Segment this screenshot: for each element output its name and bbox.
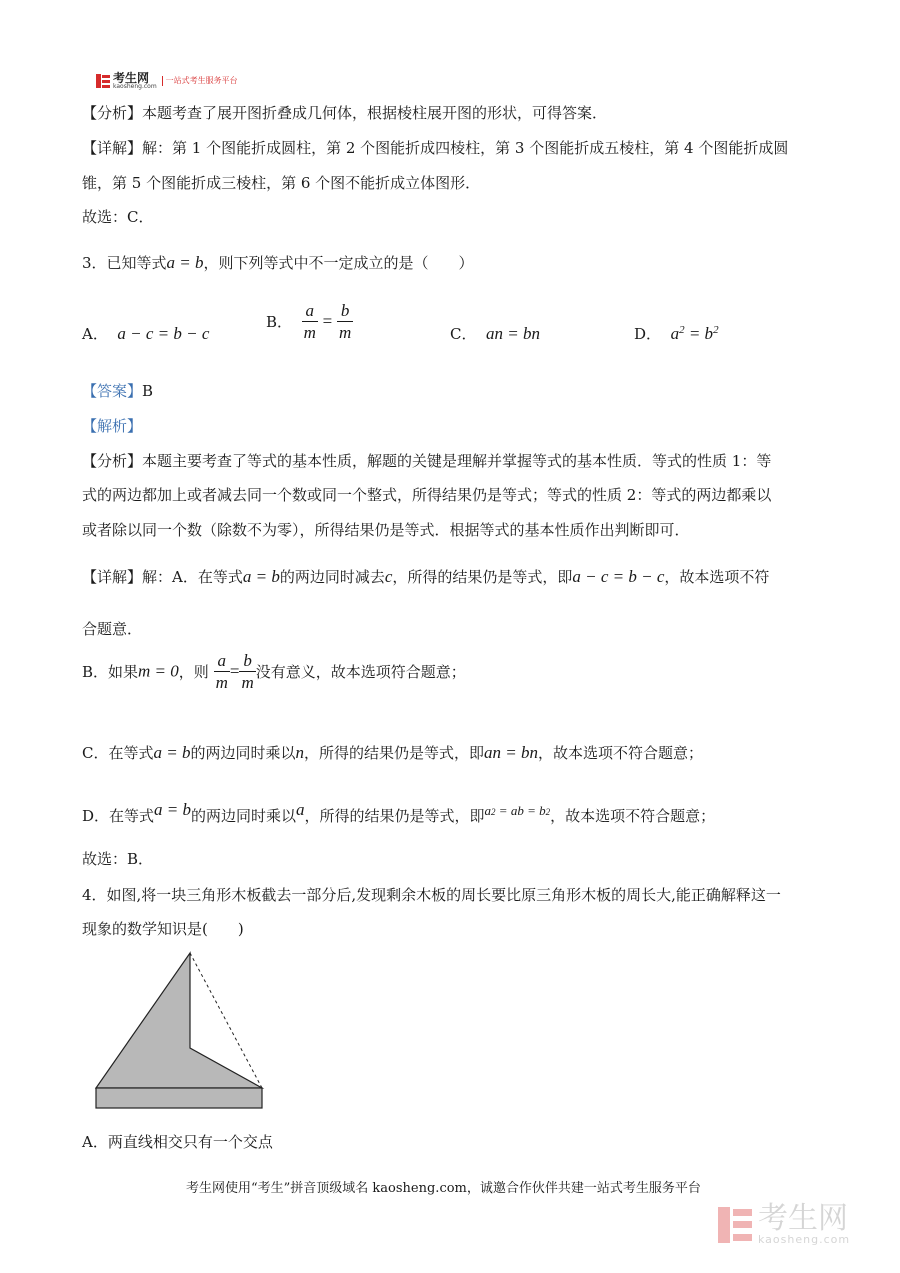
q3-detail-c: C．在等式a = b的两边同时乘以n，所得的结果仍是等式，即an = bn，故本选项不符合题意； [82,743,703,762]
remaining-board [96,953,262,1088]
q3-stem-math: a = b [166,253,204,272]
q3-detail-a-line2: 合题意． [82,620,143,638]
q3-option-c[interactable]: C． an = bn [450,324,541,343]
fraction-b-over-m: $\frac{b}{m}$ [339,301,352,343]
header-logo[interactable] [96,72,238,92]
q3-analysis-line2: 式的两边都加上或者减去同一个数或同一个整式，所得结果仍是等式；等式的性质 2：等式的两边都乘以 [82,486,772,504]
q3-option-b[interactable]: B． $\frac{a}{m}$ = $\frac{b}{m}$ [266,301,352,343]
q4-figure [90,948,270,1118]
watermark-name: 考生网 [758,1201,848,1236]
logo-name: 考生网 [113,71,150,85]
detail-fraction-b-over-m: $\frac{b}{m}$ [241,651,254,693]
watermark-logo-icon [718,1207,752,1243]
q2-choose: 故选：C． [82,208,154,226]
q2-detail-line2: 锥，第 5 个图能折成三棱柱，第 6 个图不能折成立体图形． [82,174,481,192]
q3-detail-d: D．在等式a = b的两边同时乘以a，所得的结果仍是等式，即$a^2$ = ab = $b^2$，故本选项不符合题意； [82,800,716,825]
q3-analysis-line3: 或者除以同一个数（除数不为零），所得结果仍是等式．根据等式的基本性质作出判断即可． [82,521,690,539]
logo-domain: kaosheng.com [113,83,157,90]
fraction-a-over-m: $\frac{a}{m}$ [303,301,316,343]
detail-fraction-a-over-m: $\frac{a}{m}$ [215,651,228,693]
q4-stem-line1: 4．如图,将一块三角形木板截去一部分后,发现剩余木板的周长要比原三角形木板的周长大,能正确解释这一 [82,886,781,904]
logo-slogan: 一站式考生服务平台 [162,76,238,86]
kaosheng-logo-icon [96,74,110,88]
q3-detail-a: 【详解】解：A．在等式a = b的两边同时减去c，所得的结果仍是等式，即a − c = b − c，故本选项不符 [82,567,770,586]
watermark-domain: kaosheng.com [758,1233,851,1246]
q4-option-a[interactable]: A．两直线相交只有一个交点 [82,1133,273,1151]
q2-detail-line1: 【详解】解：第 1 个图能折成圆柱，第 2 个图能折成四棱柱，第 3 个图能折成五棱柱，第 4 个图能折成圆 [82,139,789,157]
board-base [96,1088,262,1108]
footer-text: 考生网使用“考生”拼音顶级域名 kaosheng.com，诚邀合作伙伴共建一站式考生服务平台 [186,1181,701,1196]
q3-answer: 【答案】B [82,382,154,400]
q4-stem-line2: 现象的数学知识是( ) [82,920,244,938]
q3-choose: 故选：B． [82,850,154,868]
q2-analysis: 【分析】本题考查了展开图折叠成几何体，根据棱柱展开图的形状，可得答案． [82,104,608,122]
q3-option-d[interactable]: D． $a^2 = b^2$ [634,324,719,343]
q3-detail-b: B．如果m = 0，则 $\frac{a}{m}$ = $\frac{b}{m}$ 没有意义，故本选项符合题意； [82,651,466,693]
q3-option-a[interactable]: A． a − c = b − c [82,324,210,343]
q3-stem: 3．已知等式a = b，则下列等式中不一定成立的是（ ） [82,253,474,272]
q3-parse-tag: 【解析】 [82,417,143,435]
footer-watermark [718,1201,851,1247]
q3-analysis-line1: 【分析】本题主要考查了等式的基本性质，解题的关键是理解并掌握等式的基本性质．等式的性质 1：等 [82,452,772,470]
